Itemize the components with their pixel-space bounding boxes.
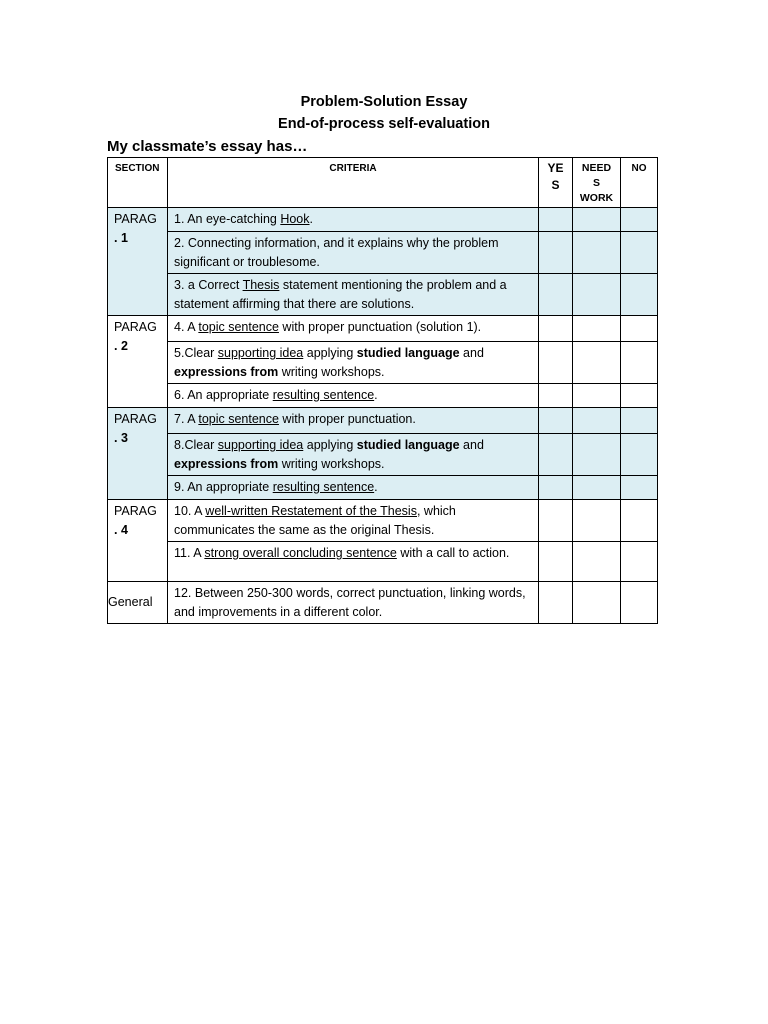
- criterion-number: 6.: [174, 388, 188, 402]
- yes-cell[interactable]: [539, 500, 573, 542]
- yes-cell[interactable]: [539, 476, 573, 500]
- criterion-text: statement mentioning the problem and a statement affirming that there are solutions.: [174, 278, 507, 311]
- criterion-text: A: [187, 320, 199, 334]
- header-yes: YE S: [539, 158, 573, 208]
- criterion-number: 1.: [174, 212, 188, 226]
- criterion-text: , which communicates the same as the original Thesis.: [174, 504, 456, 537]
- header-no: NO: [621, 158, 658, 208]
- no-cell[interactable]: [621, 274, 658, 316]
- criterion-row: [108, 342, 658, 384]
- header-criteria: CRITERIA: [168, 158, 539, 208]
- yes-cell[interactable]: [539, 542, 573, 582]
- criterion-cell: [168, 274, 539, 316]
- criterion-number: 11.: [174, 546, 194, 560]
- criterion-cell: [168, 542, 539, 582]
- no-cell[interactable]: [621, 582, 658, 624]
- criterion-text: A: [187, 412, 199, 426]
- criterion-row: [108, 384, 658, 408]
- criterion-cell: [168, 208, 539, 232]
- needs-work-cell[interactable]: [573, 208, 621, 232]
- criterion-cell: [168, 232, 539, 274]
- underlined-term: Thesis: [242, 278, 280, 292]
- criterion-text: A: [194, 504, 206, 518]
- table-caption: My classmate’s essay has…: [107, 138, 308, 155]
- underlined-term: supporting idea: [217, 438, 304, 452]
- yes-cell[interactable]: [539, 434, 573, 476]
- yes-cell[interactable]: [539, 232, 573, 274]
- underlined-term: supporting idea: [217, 346, 304, 360]
- evaluation-table: [107, 157, 658, 624]
- criterion-text: Clear: [184, 438, 218, 452]
- header-needs-work: NEED S WORK: [573, 158, 621, 208]
- header-section: SECTION: [108, 158, 168, 208]
- no-cell[interactable]: [621, 500, 658, 542]
- criterion-number: 4.: [174, 320, 188, 334]
- criterion-text: An eye-catching: [187, 212, 281, 226]
- needs-work-cell[interactable]: [573, 476, 621, 500]
- criterion-text: writing workshops.: [278, 457, 385, 471]
- criterion-cell: [168, 384, 539, 408]
- criterion-number: 3.: [174, 278, 188, 292]
- underlined-term: topic sentence: [198, 412, 279, 426]
- criterion-text: a Correct: [187, 278, 243, 292]
- criterion-text: .: [374, 480, 378, 494]
- criterion-cell: [168, 316, 539, 342]
- needs-work-cell[interactable]: [573, 384, 621, 408]
- no-cell[interactable]: [621, 342, 658, 384]
- no-cell[interactable]: [621, 476, 658, 500]
- underlined-term: resulting sentence: [272, 388, 375, 402]
- section-label: PARAG . 3: [108, 408, 168, 500]
- criterion-text: Clear: [184, 346, 218, 360]
- criterion-number: 7.: [174, 412, 188, 426]
- no-cell[interactable]: [621, 434, 658, 476]
- needs-work-cell[interactable]: [573, 542, 621, 582]
- underlined-term: topic sentence: [198, 320, 279, 334]
- criterion-row: [108, 582, 658, 624]
- section-label: PARAG . 4: [108, 500, 168, 582]
- underlined-term: Hook: [280, 212, 310, 226]
- criterion-text: Connecting information, and it explains why the problem significant or troublesome.: [174, 236, 499, 269]
- yes-cell[interactable]: [539, 316, 573, 342]
- criterion-row: [108, 476, 658, 500]
- criterion-text: An appropriate: [187, 388, 273, 402]
- bold-term: expressions from: [174, 457, 279, 471]
- criterion-text: applying: [303, 438, 357, 452]
- criterion-text: with proper punctuation (solution 1).: [278, 320, 482, 334]
- criterion-row: [108, 232, 658, 274]
- criterion-text: with a call to action.: [396, 546, 510, 560]
- needs-work-cell[interactable]: [573, 582, 621, 624]
- criterion-text: Between 250-300 words, correct punctuation, linking words, and improvements in a different color.: [174, 586, 526, 619]
- yes-cell[interactable]: [539, 274, 573, 316]
- section-label: PARAG . 2: [108, 316, 168, 408]
- criterion-text: .: [309, 212, 313, 226]
- criterion-cell: [168, 582, 539, 624]
- criterion-cell: [168, 408, 539, 434]
- criterion-number: 12.: [174, 586, 195, 600]
- yes-cell[interactable]: [539, 582, 573, 624]
- criterion-number: 8.: [174, 438, 185, 452]
- yes-cell[interactable]: [539, 208, 573, 232]
- criterion-number: 5.: [174, 346, 185, 360]
- criterion-number: 2.: [174, 236, 188, 250]
- yes-cell[interactable]: [539, 342, 573, 384]
- criterion-cell: [168, 342, 539, 384]
- criterion-row: [108, 408, 658, 434]
- criterion-text: and: [459, 346, 484, 360]
- criterion-row: [108, 542, 658, 582]
- yes-cell[interactable]: [539, 384, 573, 408]
- section-label: General: [108, 582, 168, 624]
- needs-work-cell[interactable]: [573, 232, 621, 274]
- no-cell[interactable]: [621, 384, 658, 408]
- criterion-cell: [168, 500, 539, 542]
- criterion-text: A: [193, 546, 205, 560]
- criterion-row: [108, 434, 658, 476]
- criterion-text: An appropriate: [187, 480, 273, 494]
- yes-cell[interactable]: [539, 408, 573, 434]
- bold-term: studied language: [356, 438, 460, 452]
- bold-term: expressions from: [174, 365, 279, 379]
- no-cell[interactable]: [621, 208, 658, 232]
- document-subtitle: End-of-process self-evaluation: [278, 116, 490, 132]
- criterion-text: writing workshops.: [278, 365, 385, 379]
- no-cell[interactable]: [621, 408, 658, 434]
- underlined-term: strong overall concluding sentence: [204, 546, 397, 560]
- criterion-text: .: [374, 388, 378, 402]
- no-cell[interactable]: [621, 542, 658, 582]
- needs-work-cell[interactable]: [573, 342, 621, 384]
- criterion-text: with proper punctuation.: [278, 412, 416, 426]
- criterion-row: [108, 316, 658, 342]
- criterion-row: [108, 208, 658, 232]
- needs-work-cell[interactable]: [573, 408, 621, 434]
- needs-work-cell[interactable]: [573, 316, 621, 342]
- needs-work-cell[interactable]: [573, 434, 621, 476]
- needs-work-cell[interactable]: [573, 500, 621, 542]
- criterion-number: 9.: [174, 480, 188, 494]
- section-label: PARAG . 1: [108, 208, 168, 316]
- criterion-row: [108, 274, 658, 316]
- criterion-text: and: [459, 438, 484, 452]
- criterion-cell: [168, 476, 539, 500]
- no-cell[interactable]: [621, 316, 658, 342]
- bold-term: studied language: [356, 346, 460, 360]
- criterion-cell: [168, 434, 539, 476]
- underlined-term: resulting sentence: [272, 480, 375, 494]
- needs-work-cell[interactable]: [573, 274, 621, 316]
- criterion-number: 10.: [174, 504, 195, 518]
- header-row: [108, 158, 658, 208]
- criterion-row: [108, 500, 658, 542]
- no-cell[interactable]: [621, 232, 658, 274]
- criterion-text: applying: [303, 346, 357, 360]
- underlined-term: well-written Restatement of the Thesis: [205, 504, 417, 518]
- document-title: Problem-Solution Essay: [300, 94, 468, 110]
